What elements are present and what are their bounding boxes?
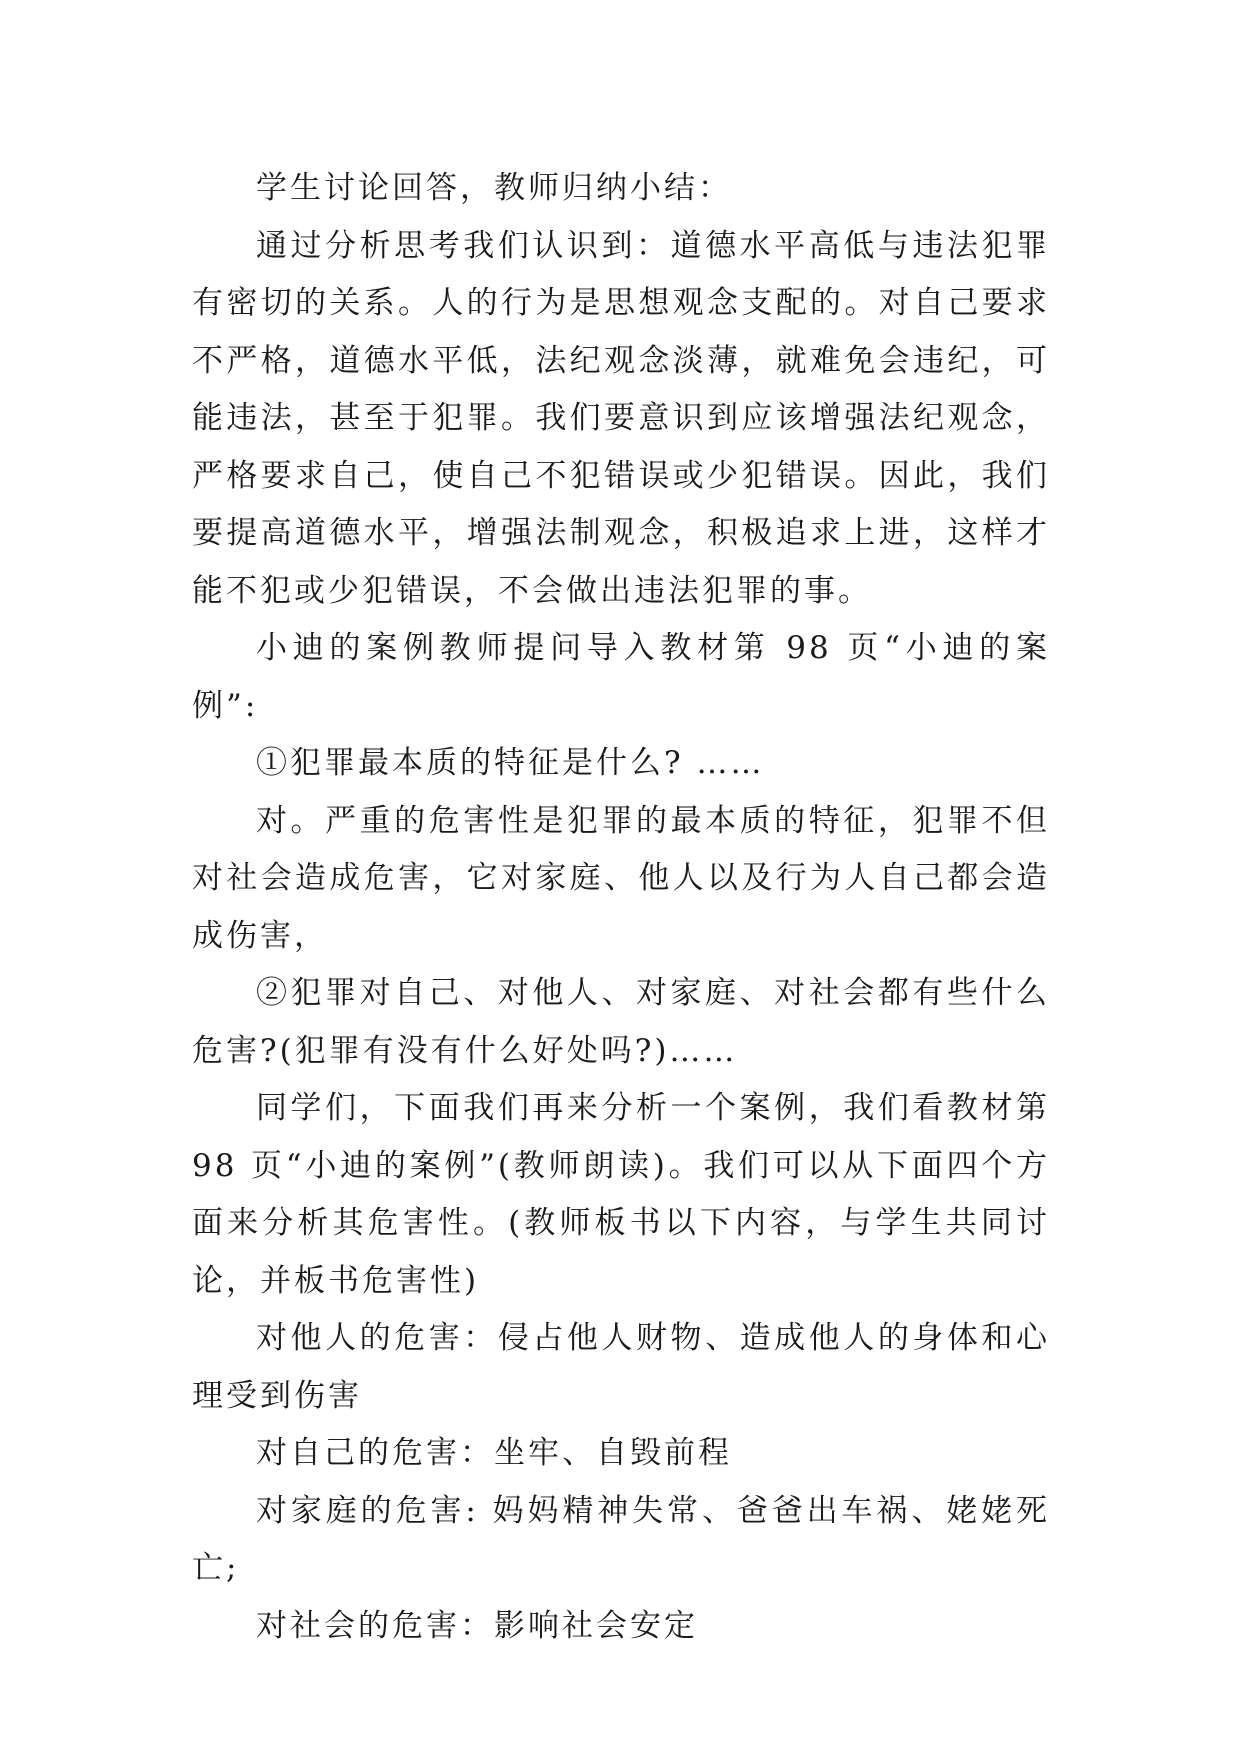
paragraph-answer-1: 对。严重的危害性是犯罪的最本质的特征，犯罪不但对社会造成危害，它对家庭、他人以及行为人自己都会造成伤害， bbox=[192, 802, 1050, 954]
paragraph-question-2: ②犯罪对自己、对他人、对家庭、对社会都有些什么危害?(犯罪有没有什么好处吗?)…… bbox=[192, 975, 1050, 1069]
paragraph-analysis-conclusion: 通过分析思考我们认识到：道德水平高低与违法犯罪有密切的关系。人的行为是思想观念支配的。对自己要求不严格，道德水平低，法纪观念淡薄，就难免会违纪，可能违法，甚至于犯罪。我们要意识到应该增强法纪观念，严格要求自己，使自己不犯错误或少犯错误。因此，我们要提高道德水平，增强法制观念，积极追求上进，这样才能不犯或少犯错误，不会做出违法犯罪的事。 bbox=[192, 227, 1050, 609]
document-body bbox=[192, 160, 1050, 1655]
paragraph-case-analysis: 同学们，下面我们再来分析一个案例，我们看教材第 98 页“小迪的案例”(教师朗读)。我们可以从下面四个方面来分析其危害性。(教师板书以下内容，与学生共同讨论，并板书危害性) bbox=[192, 1090, 1050, 1299]
paragraph-question-1: ①犯罪最本质的特征是什么? …… bbox=[256, 745, 765, 781]
paragraph-discussion-summary: 学生讨论回答，教师归纳小结： bbox=[256, 170, 732, 206]
paragraph-harm-to-others: 对他人的危害：侵占他人财物、造成他人的身体和心理受到伤害 bbox=[192, 1320, 1050, 1414]
paragraph-case-intro: 小迪的案例教师提问导入教材第 98 页“小迪的案例”: bbox=[192, 630, 1050, 724]
paragraph-harm-to-self: 对自己的危害：坐牢、自毁前程 bbox=[256, 1435, 732, 1471]
paragraph-harm-to-family: 对家庭的危害: 妈妈精神失常、爸爸出车祸、姥姥死亡; bbox=[192, 1492, 1050, 1586]
paragraph-harm-to-society: 对社会的危害：影响社会安定 bbox=[256, 1607, 698, 1644]
